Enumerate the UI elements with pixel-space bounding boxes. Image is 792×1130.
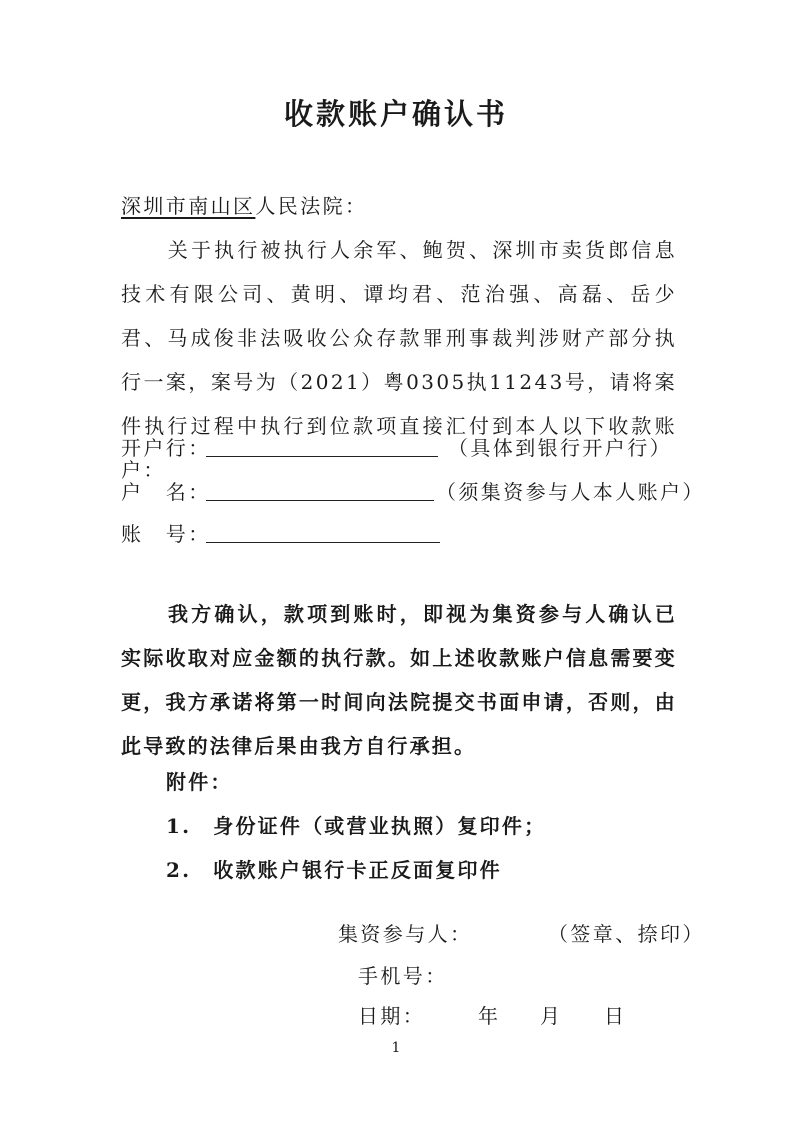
attachments-heading: 附件： xyxy=(166,770,233,794)
attachment-item xyxy=(166,854,502,883)
attachment-num: 2. xyxy=(166,858,192,882)
attachment-text: 收款账户银行卡正反面复印件 xyxy=(213,858,502,882)
field-name-note: （须集资参与人本人账户） xyxy=(436,480,705,504)
participant-note: （签章、捺印） xyxy=(548,922,705,946)
document-title: 收款账户确认书 xyxy=(283,97,508,131)
field-bank-label: 开户行： xyxy=(121,436,211,460)
court-name: 深圳市南山区 xyxy=(121,194,256,218)
participant-label: 集资参与人： xyxy=(338,922,473,946)
field-bank-line[interactable] xyxy=(206,456,438,457)
field-account xyxy=(121,518,211,547)
field-account-line[interactable] xyxy=(206,542,440,543)
phone-label: 手机号： xyxy=(358,964,448,988)
attachment-text: 身份证件（或营业执照）复印件； xyxy=(213,814,547,838)
field-name-line[interactable] xyxy=(206,500,434,501)
field-bank xyxy=(121,432,211,461)
date-label: 日期： xyxy=(358,1004,426,1028)
page-number: 1 xyxy=(391,1040,401,1056)
field-account-label: 账 号： xyxy=(121,522,211,546)
attachment-num: 1. xyxy=(166,814,192,838)
date-month: 月 xyxy=(540,1004,563,1028)
field-name-label: 户 名： xyxy=(121,480,211,504)
field-name xyxy=(121,476,211,505)
salutation xyxy=(121,190,367,219)
request-text: 关于执行被执行人余军、鲍贺、深圳市卖货郎信息技术有限公司、黄明、谭均君、范治强、高磊、岳少君、马成俊非法吸收公众存款罪刑事裁判涉财产部分执行一案，案号为（2021）粤0305执11243号，请将案件执行过程中执行到位款项直接汇付到本人以下收款账户： xyxy=(121,238,677,482)
attachment-item xyxy=(166,810,546,839)
date-day: 日 xyxy=(604,1004,627,1028)
salutation-suffix: 人民法院： xyxy=(255,194,368,218)
date-year: 年 xyxy=(478,1004,501,1028)
field-bank-note: （具体到银行开户行） xyxy=(448,436,672,460)
confirmation-paragraph xyxy=(121,592,677,768)
confirmation-text: 我方确认，款项到账时，即视为集资参与人确认已实际收取对应金额的执行款。如上述收款账户信息需要变更，我方承诺将第一时间向法院提交书面申请，否则，由此导致的法律后果由我方自行承担。 xyxy=(121,602,677,758)
